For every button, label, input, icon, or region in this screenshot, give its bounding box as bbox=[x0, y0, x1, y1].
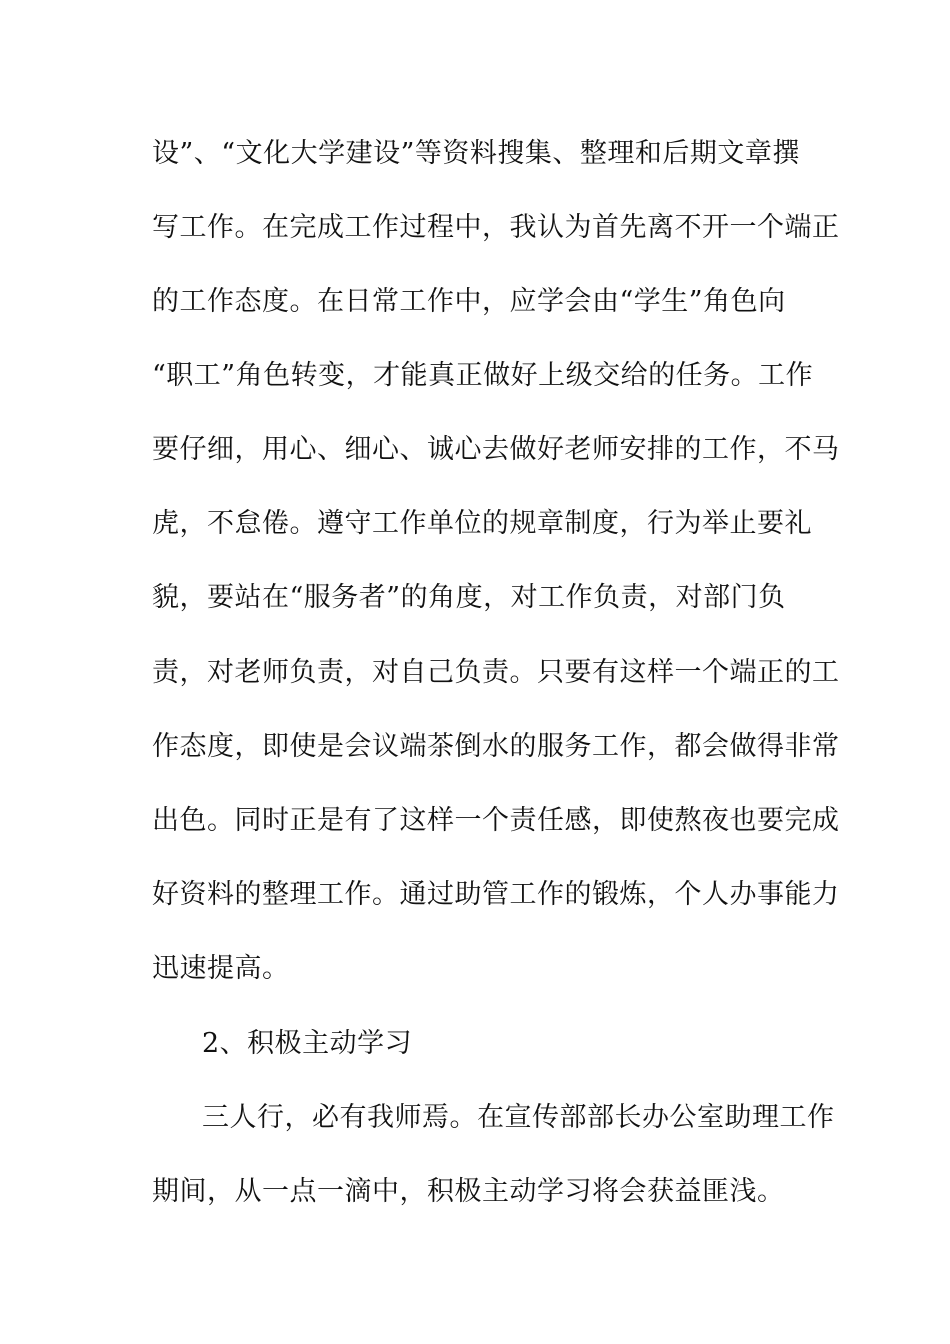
paragraph-line: “职工”角色转变，才能真正做好上级交给的任务。工作 bbox=[152, 360, 814, 391]
paragraph-line: 虎，不怠倦。遵守工作单位的规章制度，行为举止要礼 bbox=[152, 508, 812, 539]
paragraph-line: 貌，要站在“服务者”的角度，对工作负责，对部门负 bbox=[152, 582, 786, 613]
paragraph-line: 要仔细，用心、细心、诚心去做好老师安排的工作，不马 bbox=[152, 434, 840, 465]
paragraph-line: 写工作。在完成工作过程中，我认为首先离不开一个端正 bbox=[152, 212, 840, 243]
paragraph-line: 作态度，即使是会议端茶倒水的服务工作，都会做得非常 bbox=[152, 731, 840, 762]
paragraph-line: 的工作态度。在日常工作中，应学会由“学生”角色向 bbox=[152, 286, 786, 317]
paragraph-line: 迅速提高。 bbox=[152, 953, 290, 984]
paragraph-line: 责，对老师负责，对自己负责。只要有这样一个端正的工 bbox=[152, 657, 840, 688]
paragraph-line: 出色。同时正是有了这样一个责任感，即使熬夜也要完成 bbox=[152, 805, 840, 836]
paragraph-line: 三人行，必有我师焉。在宣传部部长办公室助理工作 bbox=[202, 1102, 835, 1133]
paragraph-line: 好资料的整理工作。通过助管工作的锻炼，个人办事能力 bbox=[152, 879, 840, 910]
section-heading: 2、积极主动学习 bbox=[202, 1028, 413, 1059]
paragraph-line: 设”、“文化大学建设”等资料搜集、整理和后期文章撰 bbox=[152, 138, 800, 169]
paragraph-line: 期间，从一点一滴中，积极主动学习将会获益匪浅。 bbox=[152, 1176, 785, 1207]
